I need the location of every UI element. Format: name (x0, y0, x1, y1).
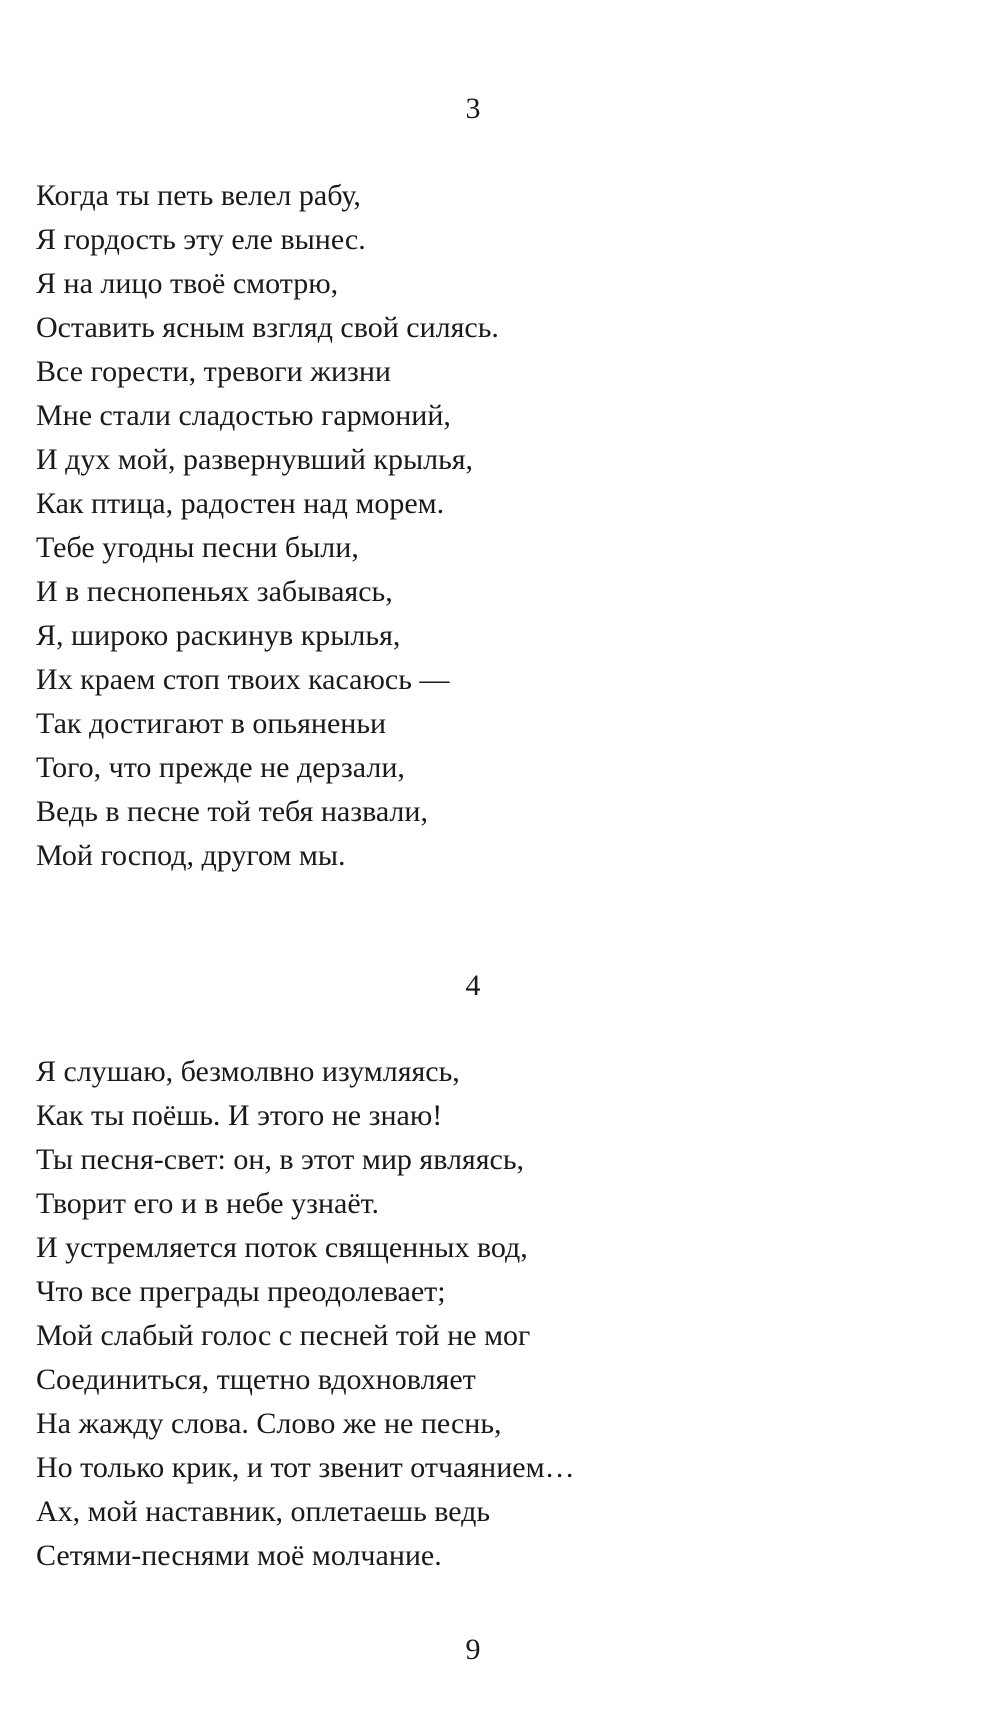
page-number: 9 (465, 1633, 481, 1666)
poem-line: Я, широко раскинув крылья, (36, 619, 401, 652)
poem-line: Творит его и в небе узнаёт. (36, 1187, 379, 1220)
poem-line: Их краем стоп твоих касаюсь — (36, 663, 450, 696)
poem-line: Когда ты петь велел рабу, (36, 179, 361, 212)
poem-line: Как ты поёшь. И этого не знаю! (36, 1099, 443, 1132)
poem-line: Я на лицо твоё смотрю, (36, 267, 339, 300)
poem-number-3: 3 (465, 92, 481, 125)
poem-line: Я гордость эту еле вынес. (36, 223, 366, 256)
poem-line: Оставить ясным взгляд свой силясь. (36, 311, 499, 344)
poem-line: И дух мой, развернувший крылья, (36, 443, 474, 476)
poem-line: Ты песня-свет: он, в этот мир являясь, (36, 1143, 525, 1176)
poem-line: И устремляется поток священных вод, (36, 1231, 528, 1264)
poem-line: Мой слабый голос с песней той не мог (36, 1319, 531, 1352)
poem-line: Ведь в песне той тебя назвали, (36, 795, 428, 828)
poem-3-text (36, 174, 936, 878)
poem-line: И в песнопеньях забываясь, (36, 575, 393, 608)
poem-line: Тебе угодны песни были, (36, 531, 359, 564)
poem-line: Что все преграды преодолевает; (36, 1275, 446, 1308)
poem-line: Как птица, радостен над морем. (36, 487, 445, 520)
poem-line: Так достигают в опьяненьи (36, 707, 387, 740)
poem-line: Я слушаю, безмолвно изумляясь, (36, 1055, 460, 1088)
poem-line: Все горести, тревоги жизни (36, 355, 391, 388)
poem-line: Ах, мой наставник, оплетаешь ведь (36, 1495, 491, 1528)
poem-line: Того, что прежде не дерзали, (36, 751, 405, 784)
poem-line: Мне стали сладостью гармоний, (36, 399, 451, 432)
poem-4-text (36, 1050, 936, 1578)
poem-line: Но только крик, и тот звенит отчаянием… (36, 1451, 575, 1484)
poem-line: Сетями-песнями моё молчание. (36, 1539, 442, 1572)
poem-number-4: 4 (465, 969, 481, 1002)
poem-line: Соединиться, тщетно вдохновляет (36, 1363, 476, 1396)
poem-line: На жажду слова. Слово же не песнь, (36, 1407, 502, 1440)
poem-line: Мой господ, другом мы. (36, 839, 346, 872)
